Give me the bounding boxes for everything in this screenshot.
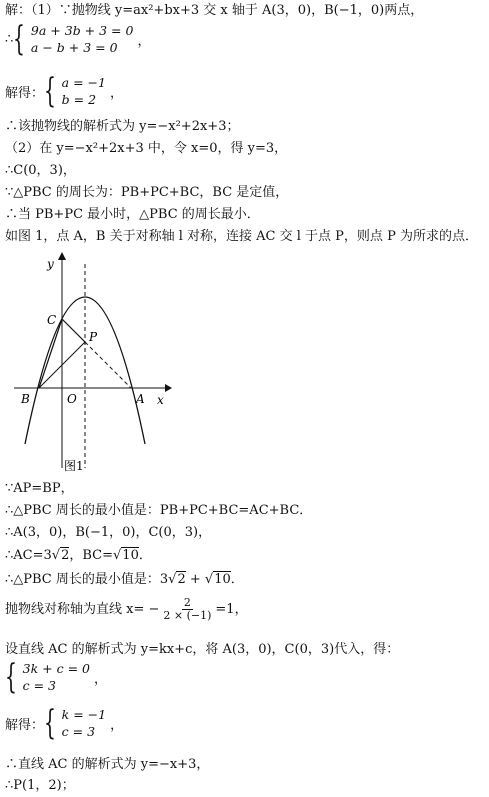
system4-eq1: k = −1 <box>61 707 107 722</box>
axis-fraction <box>161 597 213 622</box>
bc-prefix: ，BC= <box>69 548 113 563</box>
label-A: A <box>136 392 145 406</box>
equation-system-2 <box>5 71 123 111</box>
axis-prefix: 抛物线对称轴为直线 x= − <box>5 602 160 617</box>
equation-system-1 <box>5 19 151 59</box>
y-axis-arrow-icon <box>58 252 66 260</box>
figure-caption: 图1 <box>64 459 84 473</box>
x-axis-arrow-icon <box>165 384 172 392</box>
system4-eq2: c = 3 <box>61 724 96 739</box>
point-p-conclusion: ∴P(1，2)； <box>5 778 75 793</box>
sqrt-icon: √ <box>51 548 61 563</box>
label-O: O <box>67 392 77 406</box>
set-line-text: 设直线 AC 的解析式为 y=kx+c，将 A(3，0)，C(0，3)代入，得： <box>5 642 400 657</box>
part3-line-2: ∴△PBC 周长的最小值是：PB+PC+BC=AC+BC． <box>5 503 313 518</box>
axis-end: =1， <box>215 602 248 617</box>
label-y: y <box>47 257 54 271</box>
system2-eq2: b = 2 <box>61 92 97 107</box>
min-plus: + <box>185 572 205 587</box>
segment-BC <box>39 319 62 388</box>
system3-comma: ， <box>93 671 107 687</box>
ac-end: ． <box>138 548 152 563</box>
label-B: B <box>21 392 30 406</box>
ac-prefix: ∴AC=3 <box>5 548 52 563</box>
equation-system-3 <box>5 657 107 697</box>
solution-line-1: 解：（1）∵抛物线 y=ax²+bx+3 交 x 轴于 A(3，0)，B(−1，0)两点， <box>5 3 424 18</box>
brace-icon: { <box>5 657 17 697</box>
system1-eq1: 9a + 3b + 3 = 0 <box>30 23 134 38</box>
system2-comma: ， <box>109 85 123 101</box>
figure-1-diagram <box>0 248 200 480</box>
sqrt-icon: √ <box>204 572 214 587</box>
sqrt-icon: √ <box>113 548 122 563</box>
system3-eq1: 3k + c = 0 <box>22 661 90 676</box>
brace-icon: { <box>13 19 26 59</box>
min-end: ． <box>230 572 244 587</box>
brace-icon: { <box>44 71 56 111</box>
label-x: x <box>157 393 164 407</box>
system3-eq2: c = 3 <box>22 678 57 693</box>
system1-comma: ， <box>137 33 151 49</box>
system1-eq2: a − b + 3 = 0 <box>30 40 118 55</box>
part2-line-2: ∴C(0，3)， <box>5 163 76 178</box>
part3-line-3: ∴A(3，0)，B(−1，0)，C(0，3)， <box>5 525 212 540</box>
symmetry-axis-line-text <box>5 597 248 623</box>
solve-label: 解得： <box>5 85 45 101</box>
min-radicand-2: 10 <box>214 572 231 587</box>
min-radicand-1: 2 <box>177 572 186 587</box>
sqrt-icon: √ <box>168 572 177 587</box>
part2-line-3: ∵△PBC 的周长为：PB+PC+BC，BC 是定值， <box>5 185 289 200</box>
label-C: C <box>47 313 57 327</box>
parabola-conclusion: ∴该抛物线的解析式为 y=−x²+2x+3； <box>5 119 240 134</box>
part2-line-4: ∴当 PB+PC 最小时，△PBC 的周长最小． <box>5 207 260 222</box>
line-ac-conclusion: ∴直线 AC 的解析式为 y=−x+3， <box>5 757 210 772</box>
label-P: P <box>89 330 98 344</box>
bc-radicand: 10 <box>122 548 139 563</box>
min-perimeter-line <box>5 571 244 589</box>
segment-PA <box>85 342 131 388</box>
system4-comma: ， <box>110 717 124 733</box>
part3-line-1: ∵AP=BP， <box>5 481 74 496</box>
system2-eq1: a = −1 <box>61 75 106 90</box>
ac-radicand: 2 <box>61 548 70 563</box>
ac-bc-line <box>5 547 152 565</box>
brace-icon: { <box>44 703 56 743</box>
therefore-symbol: ∴ <box>5 31 14 47</box>
axis-numerator: 2 <box>183 596 191 609</box>
axis-denominator: 2 × (−1) <box>163 609 212 622</box>
equation-system-4 <box>5 703 124 743</box>
part2-line-1: （2）在 y=−x²+2x+3 中，令 x=0，得 y=3， <box>5 141 288 156</box>
min-prefix: ∴△PBC 周长的最小值是：3 <box>5 572 169 587</box>
part2-line-5: 如图 1，点 A，B 关于对称轴 l 对称，连接 AC 交 l 于点 P，则点 P 为所求的点． <box>5 229 478 244</box>
segment-CP <box>62 319 85 342</box>
solve-label-2: 解得： <box>5 717 45 733</box>
